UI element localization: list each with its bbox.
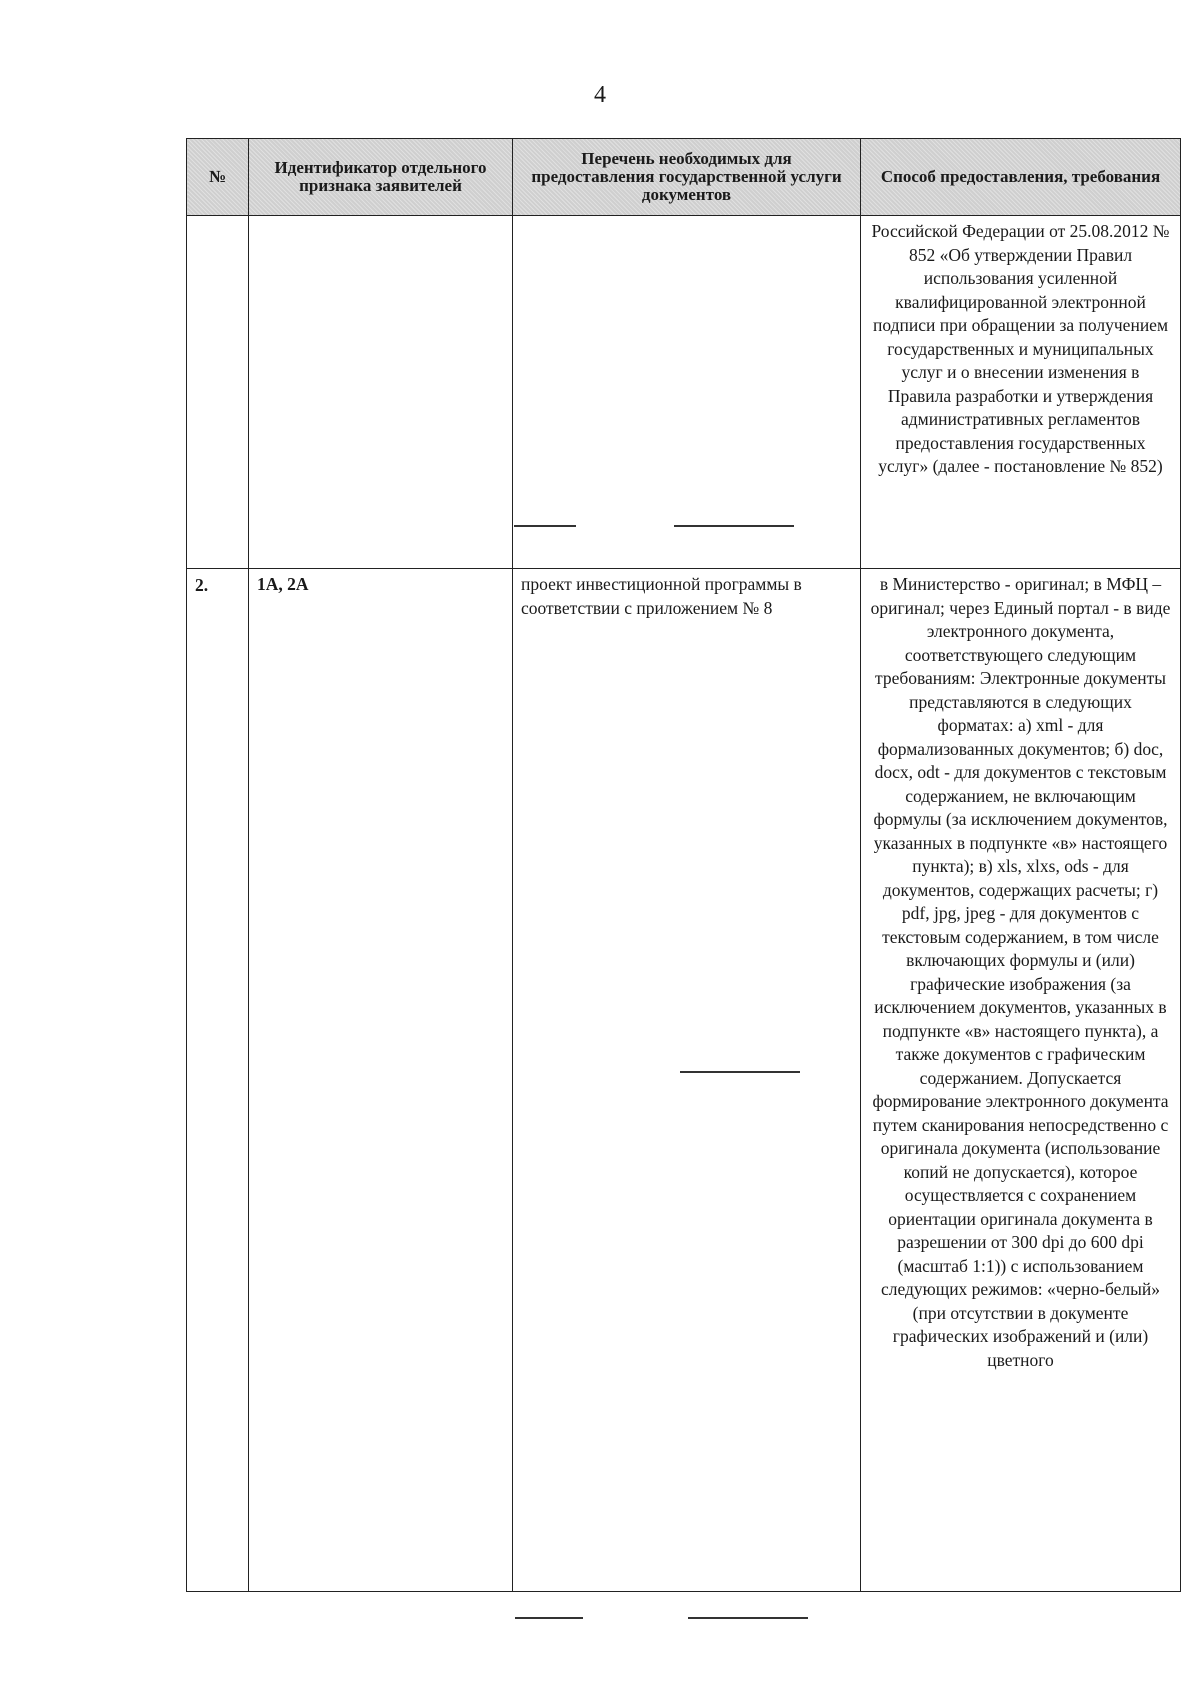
header-number: № (187, 139, 249, 216)
header-documents: Перечень необходимых для предоставления государственной услуги документов (513, 139, 861, 216)
table-header-row (187, 139, 1181, 216)
method-text: Российской Федерации от 25.08.2012 № 852 «Об утверждении Правил использования усиленной квалифицированной электронной подписи при обращении за получением государственных и муниципальных услуг и о внесении изменения в Правила разработки и утверждения административных регламентов предоставления государственных услуг» (далее - постановление № 852) (871, 221, 1170, 476)
identifier-text: 1А, 2А (257, 574, 309, 594)
scan-mark (515, 1617, 583, 1619)
documents-table (186, 138, 1181, 1592)
method-cell (861, 216, 1181, 569)
scan-mark (674, 525, 794, 527)
row-number-cell (187, 569, 249, 1592)
table-row (187, 216, 1181, 569)
scan-mark (514, 525, 576, 527)
row-number-cell (187, 216, 249, 569)
scan-mark (680, 1071, 800, 1073)
method-text: в Министерство - оригинал; в МФЦ – оригинал; через Единый портал - в виде электронного документа, соответствующего следующим требованиям: Электронные документы представляются в следующих форматах: а) xml - для формализованных документов; б) doc, docx, odt - для документов с текстовым содержанием, не включающим формулы (за исключением документов, указанных в подпункте «в» настоящего пункта); в) xls, xlxs, ods - для документов, содержащих расчеты; г) pdf, jpg, jpeg - для документов с текстовым содержанием, в том числе включающих формулы и (или) графические изображения (за исключением документов, указанных в подпункте «в» настоящего пункта), а также документов с графическим содержанием. Допускается формирование электронного документа путем сканирования непосредственно с оригинала документа (использование копий не допускается), которое осуществляется с сохранением ориентации оригинала документа в разрешении от 300 dpi до 600 dpi (масштаб 1:1)) с использованием следующих режимов: «черно-белый» (при отсутствии в документе графических изображений и (или) цветного (870, 574, 1171, 1370)
header-method: Способ предоставления, требования (861, 139, 1181, 216)
identifier-cell (249, 216, 513, 569)
page-number: 4 (594, 82, 606, 108)
document-text: проект инвестиционной программы в соответствии с приложением № 8 (521, 574, 802, 618)
document-cell (513, 216, 861, 569)
method-cell (861, 569, 1181, 1592)
scan-mark (688, 1617, 808, 1619)
table-row (187, 569, 1181, 1592)
header-identifier: Идентификатор отдельного признака заявителей (249, 139, 513, 216)
document-cell (513, 569, 861, 1592)
identifier-cell (249, 569, 513, 1592)
row-number: 2. (195, 575, 209, 595)
